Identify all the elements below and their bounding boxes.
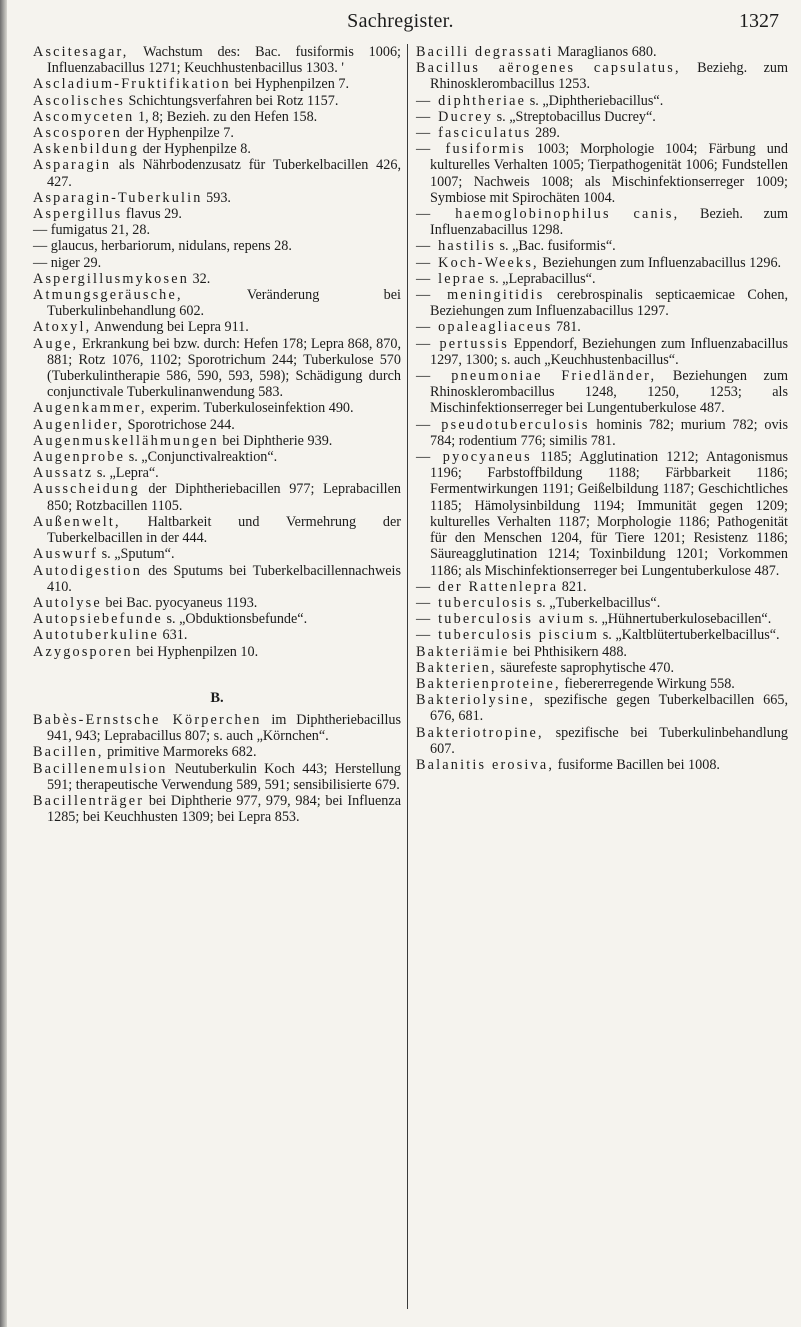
index-entry [33, 125, 401, 141]
index-entry [33, 611, 401, 627]
index-entry-text: bei Phthisikern 488. [509, 643, 627, 660]
index-entry-text: spezifische bei Tuberkulinbehandlung 607. [430, 724, 788, 757]
index-entry-text: der Diphtheriebacillen 977; Leprabacillen 850; Rotzbacillen 1105. [47, 481, 401, 514]
index-entry-text: 593. [202, 189, 231, 206]
index-entry-text: Eppendorf, Beziehungen zum Influenzabacillus 1297, 1300; s. auch „Keuchhustenbacillus“. [430, 335, 789, 368]
index-keyword: Bacilli degrassati [416, 44, 554, 60]
index-entry [33, 238, 401, 254]
index-entry [416, 255, 788, 271]
index-entry [416, 611, 788, 627]
index-entry [416, 725, 788, 757]
index-entry [33, 206, 401, 222]
page-header [0, 6, 801, 36]
index-entry [33, 712, 401, 744]
index-entry [416, 692, 788, 724]
page-title: Sachregister. [347, 10, 454, 32]
index-keyword: Atmungsgeräusche, [33, 287, 183, 304]
index-keyword: Bakteriotropine, [416, 724, 544, 741]
index-keyword: Ascladium-Fruktifikation [33, 76, 231, 93]
index-keyword: — leprae [416, 270, 486, 287]
index-entry-text: Beziehungen zum Rhinosklerombacillus 1248, 1250, 1253; als Mischinfektionserreger bei Lungentuberkulose 487. [430, 368, 788, 417]
index-keyword: Ascolisches [33, 92, 125, 109]
index-keyword: Ascomyceten [33, 108, 135, 125]
index-entry-text: 821. [558, 578, 587, 595]
index-entry-text: 32. [189, 270, 211, 287]
index-entry-text: im Diphtheriebacillus 941, 943; Leprabacillus 807; s. auch „Körnchen“. [47, 711, 402, 745]
index-keyword: — hastilis [416, 238, 496, 255]
index-entry-text: s. „Diphtheriebacillus“. [526, 92, 664, 109]
index-entry [33, 514, 401, 546]
index-keyword: Augenlider, [33, 416, 125, 433]
index-entry [33, 319, 401, 335]
index-keyword: — diphtheriae [416, 92, 527, 109]
index-entry [416, 336, 788, 368]
index-keyword: Asparagin [33, 157, 112, 174]
index-entry-text: der Hyphenpilze 7. [121, 125, 234, 142]
index-entry-text: Wachstum des: Bac. fusiformis 1006; Influenzabacillus 1271; Keuchhustenbacillus 1303. ' [47, 44, 401, 77]
index-entry-text: Bezieh. zum Influenzabacillus 1298. [430, 206, 788, 239]
index-keyword: Aussatz [33, 465, 94, 482]
index-entry [33, 644, 401, 660]
index-entry [33, 190, 401, 206]
index-entry-text: säurefeste saprophytische 470. [496, 659, 674, 676]
index-entry [33, 157, 401, 189]
index-keyword: Atoxyl, [33, 319, 92, 336]
index-entry [33, 222, 401, 238]
index-entry [33, 481, 401, 513]
index-keyword: Ascosporen [33, 125, 122, 142]
index-entry [416, 368, 788, 417]
index-entry [33, 44, 401, 76]
index-entry-text: Neutuberkulin Koch 443; Herstellung 591; therapeutische Verwendung 589, 591; sensibilisierte 679. [47, 760, 401, 793]
index-entry-text: 289. [531, 125, 560, 142]
index-entry [416, 644, 788, 660]
section-letter-b: B. [210, 689, 224, 706]
column-divider [407, 44, 408, 1309]
index-entry-text: bei Hyphenpilzen 7. [230, 76, 350, 93]
index-entry [33, 595, 401, 611]
index-entry [416, 595, 788, 611]
left-column [33, 44, 401, 825]
index-entry [33, 417, 401, 433]
index-entry-text: Beziehungen zum Influenzabacillus 1296. [538, 254, 782, 271]
index-keyword: Aspergillusmykosen [33, 270, 189, 287]
index-keyword: Aspergillus [33, 206, 123, 223]
index-entry [33, 563, 401, 595]
index-keyword: Ascitesagar, [33, 44, 129, 60]
index-entry [33, 433, 401, 449]
index-entry-text: als Nährbodenzusatz für Tuberkelbacillen 426, 427. [47, 157, 401, 190]
index-entry [33, 744, 401, 760]
index-keyword: Auswurf [33, 546, 99, 563]
index-keyword: Ausscheidung [33, 481, 140, 498]
index-keyword: Autopsiebefunde [33, 611, 163, 628]
index-keyword: Bacillenemulsion [33, 760, 168, 777]
index-entry-text: 631. [159, 627, 188, 644]
index-keyword: Bakteriolysine, [416, 692, 536, 709]
index-entry [416, 125, 788, 141]
index-entry [33, 271, 401, 287]
index-keyword: — fasciculatus [416, 125, 532, 142]
index-keyword: — der Rattenlepra [416, 578, 559, 595]
index-keyword: Bacillen, [33, 744, 104, 761]
index-entry-text: s. „Tuberkelbacillus“. [533, 594, 661, 611]
index-entry-text: cerebrospinalis septicaemicae Cohen, Beziehungen zum Influenzabacillus 1297. [430, 287, 788, 320]
index-entry [33, 255, 401, 271]
index-entry [33, 336, 401, 401]
index-entry-text: — niger 29. [33, 254, 102, 271]
index-entry-text: bei Diphtherie 939. [218, 432, 333, 449]
index-entry [33, 141, 401, 157]
index-keyword: Balanitis erosiva, [416, 756, 555, 773]
index-keyword: Azygosporen [33, 643, 133, 660]
index-entry-text: flavus 29. [122, 206, 182, 223]
index-entry [416, 449, 788, 579]
index-entry [33, 627, 401, 643]
index-entry [33, 793, 401, 825]
index-entry-text: bei Diphtherie 977, 979, 984; bei Influenza 1285; bei Keuchhusten 1309; bei Lepra 853. [47, 792, 401, 826]
index-entry-text: bei Hyphenpilzen 10. [132, 643, 259, 660]
index-keyword: Augenprobe [33, 449, 126, 466]
index-keyword: Autotuberkuline [33, 627, 159, 644]
index-entry-text: experim. Tuberkuloseinfektion 490. [146, 400, 354, 417]
index-entry [33, 465, 401, 481]
index-entry-text: spezifische gegen Tuberkelbacillen 665, 676, 681. [430, 692, 788, 725]
index-keyword: — pyocyaneus [416, 449, 532, 466]
index-entry [416, 44, 788, 60]
index-entry [33, 109, 401, 125]
index-entry-text: Sporotrichose 244. [124, 416, 235, 433]
index-entry [416, 60, 788, 92]
index-entry-text: hominis 782; murium 782; ovis 784; rodentium 776; similis 781. [430, 416, 788, 449]
index-entry [416, 141, 788, 206]
index-entry-text: primitive Marmoreks 682. [103, 744, 257, 761]
page-number: 1327 [739, 10, 779, 32]
index-entry [416, 287, 788, 319]
index-keyword: Auge, [33, 335, 79, 352]
index-entry-text: fusiforme Bacillen bei 1008. [554, 756, 720, 773]
index-entry-text: s. „Kaltblütertuberkelbacillus“. [599, 627, 780, 644]
index-entry-text: Veränderung bei Tuberkulinbehandlung 602. [47, 287, 401, 320]
index-entry [416, 109, 788, 125]
index-entry-text: s. „Leprabacillus“. [486, 270, 596, 287]
index-entry-text: Anwendung bei Lepra 911. [91, 319, 249, 336]
index-entry [416, 93, 788, 109]
index-keyword: Augenkammer, [33, 400, 147, 417]
index-entry [416, 660, 788, 676]
index-entry-text: — glaucus, herbariorum, nidulans, repens 28. [33, 238, 292, 255]
index-entry [416, 579, 788, 595]
index-entry [416, 757, 788, 773]
index-entry-text: Schichtungsverfahren bei Rotz 1157. [124, 92, 339, 109]
index-entry [33, 93, 401, 109]
index-keyword: Bakteriämie [416, 643, 510, 660]
index-keyword: Bacillenträger [33, 792, 145, 809]
index-entry-text: Haltbarkeit und Vermehrung der Tuberkelbacillen in der 444. [47, 513, 401, 547]
index-entry-text: des Sputums bei Tuberkelbacillennachweis 410. [47, 562, 401, 595]
index-entry-text: Maraglianos 680. [553, 44, 657, 60]
index-keyword: — meningitidis [416, 287, 545, 304]
index-entry [33, 761, 401, 793]
index-keyword: Autodigestion [33, 562, 142, 579]
index-entry [33, 546, 401, 562]
index-keyword: Askenbildung [33, 141, 140, 158]
index-entry [33, 400, 401, 416]
index-keyword: — tuberculosis piscium [416, 627, 600, 644]
index-entries-b [33, 712, 401, 825]
index-entry [416, 417, 788, 449]
index-entry-text: 1, 8; Bezieh. zu den Hefen 158. [134, 108, 318, 125]
index-entry [33, 76, 401, 92]
index-entry [33, 287, 401, 319]
index-entry-text: s. „Streptobacillus Ducrey“. [493, 108, 656, 125]
index-keyword: — Ducrey [416, 108, 494, 125]
right-column [416, 44, 788, 773]
index-keyword: — pseudotuberculosis [416, 416, 590, 433]
index-keyword: — fusiformis [416, 141, 526, 158]
index-entry-text: der Hyphenpilze 8. [139, 141, 251, 158]
index-entry-text: fiebererregende Wirkung 558. [560, 675, 735, 692]
index-entries-a [33, 44, 401, 660]
index-keyword: — pertussis [416, 335, 509, 352]
index-entry-text: s. „Hühnertuberkulosebacillen“. [585, 611, 772, 628]
index-keyword: — tuberculosis [416, 594, 534, 611]
index-keyword: Bakterien, [416, 659, 497, 676]
page-edge-shadow [0, 0, 7, 1327]
index-entry-text: 1185; Agglutination 1212; Antagonismus 1196; Farbstoffbildung 1188; Färbbarkeit 1186; Fermentwirkungen 1191; Geißelbildung 1187; Geschichtliches 1185; Hämolysinbildung 1194; Immunität gegen 1209; kulturelles Verhalten 1187; Morphologie 1186; Pathogenität für den Menschen 1204, für Tiere 1201; Resistenz 1186; Säureagglutination 1214; Toxinbildung 1201; Vorkommen 1186; als Mischinfektionserreger bei Lungentuberkulose 487. [430, 449, 789, 579]
index-entries-b-continued [416, 44, 788, 773]
index-keyword: — pneumoniae Friedländer, [416, 368, 657, 385]
index-keyword: — opaleagliaceus [416, 319, 553, 336]
index-entry-text: 781. [552, 319, 581, 336]
index-keyword: — Koch-Weeks, [416, 254, 539, 271]
index-keyword: Autolyse [33, 594, 102, 611]
index-entry-text: bei Bac. pyocyaneus 1193. [101, 594, 258, 611]
index-keyword: Bacillus aërogenes capsulatus, [416, 60, 681, 77]
index-entry [416, 271, 788, 287]
index-keyword: Babès-Ernstsche Körperchen [33, 711, 262, 728]
index-entry-text: — fumigatus 21, 28. [33, 222, 151, 239]
index-entry [33, 449, 401, 465]
index-keyword: Asparagin-Tuberkulin [33, 189, 203, 206]
index-keyword: Augenmuskellähmungen [33, 432, 219, 449]
index-entry-text: s. „Conjunctivalreaktion“. [125, 449, 278, 466]
index-entry [416, 206, 788, 238]
index-entry-text: Erkrankung bei bzw. durch: Hefen 178; Lepra 868, 870, 881; Rotz 1076, 1102; Sporotrichum 244; Tuberkulose 570 (Tuberkulintherapie 586, 590, 593, 598); Schädigung durch conjunctivale Tuberkulinanwendung 583. [47, 335, 401, 401]
index-keyword: Bakterienproteine, [416, 675, 561, 692]
index-entry [416, 319, 788, 335]
index-entry-text: Beziehg. zum Rhinosklerombacillus 1253. [430, 60, 788, 93]
index-entry [416, 238, 788, 254]
index-entry [416, 627, 788, 643]
index-entry-text: s. „Lepra“. [93, 465, 159, 482]
index-keyword: Außenwelt, [33, 513, 121, 530]
index-entry-text: s. „Sputum“. [98, 546, 175, 563]
index-entry-text: s. „Obduktionsbefunde“. [162, 611, 308, 628]
index-keyword: — tuberculosis avium [416, 611, 586, 628]
index-keyword: — haemoglobinophilus canis, [416, 206, 680, 223]
index-entry-text: s. „Bac. fusiformis“. [495, 238, 616, 255]
index-entry [416, 676, 788, 692]
index-entry-text: 1003; Morphologie 1004; Färbung und kulturelles Verhalten 1005; Tierpathogenität 1006; Fundstellen 1007; Nachweis 1008; als Mischinfektionserreger 1009; Symbiose mit Spirochäten 1004. [430, 141, 788, 206]
